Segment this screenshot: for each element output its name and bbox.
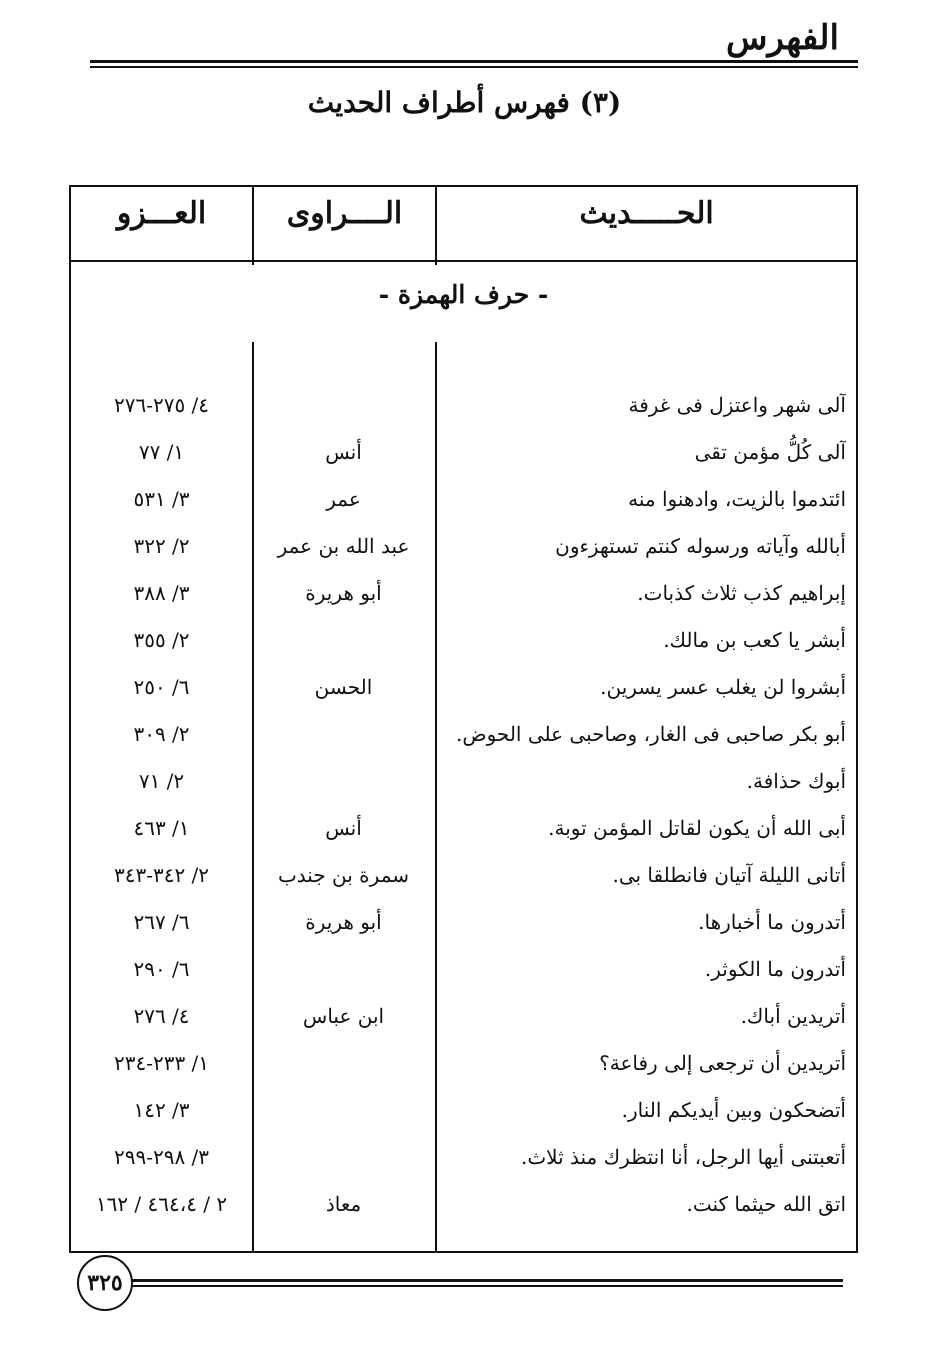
rawi-name: ابن عباس — [302, 1004, 385, 1028]
hadith-text: أتدرون ما أخبارها. — [698, 910, 846, 934]
rawi-name — [252, 1087, 435, 1134]
rawi-name — [252, 617, 435, 664]
column-header-hadith: الحـــــديث — [579, 196, 714, 231]
running-header: الفهرس — [726, 18, 839, 58]
hadith-text: أتضحكون وبين أيديكم النار. — [621, 1098, 846, 1122]
table-row — [71, 946, 856, 993]
table-row — [71, 1040, 856, 1087]
table-row — [71, 617, 856, 664]
hadith-text: أبالله وآياته ورسوله كنتم تستهزءون — [555, 534, 846, 558]
rawi-name: معاذ — [325, 1192, 362, 1216]
table-row — [71, 993, 856, 1040]
azw-reference: ٦/ ٢٦٧ — [133, 910, 190, 934]
azw-reference: ٤/ ٢٧٦ — [133, 1004, 190, 1028]
column-header-azw: العـــزو — [116, 196, 207, 231]
azw-reference: ١/ ٢٣٣-٢٣٤ — [113, 1051, 210, 1075]
rawi-name: الحسن — [314, 675, 373, 699]
table-row — [71, 429, 856, 476]
azw-reference: ٣/ ٣٨٨ — [133, 581, 190, 605]
header-row-divider — [69, 260, 858, 262]
rawi-name: سمرة بن جندب — [277, 863, 410, 887]
azw-reference: ١/ ٤٦٣ — [133, 816, 190, 840]
azw-reference: ٢/ ٧١ — [138, 769, 185, 793]
rawi-name — [252, 758, 435, 805]
table-row — [71, 805, 856, 852]
hadith-text: اتق الله حيثما كنت. — [686, 1192, 846, 1216]
azw-reference: ٣/ ١٤٢ — [133, 1098, 190, 1122]
azw-reference: ٢/ ٣٤٢-٣٤٣ — [113, 863, 210, 887]
azw-reference: ٦/ ٢٥٠ — [133, 675, 190, 699]
hadith-text: أتعبتنى أيها الرجل، أنا انتظرك منذ ثلاث. — [520, 1145, 846, 1169]
footer-rule-top — [130, 1279, 843, 1282]
header-rule-top — [90, 60, 858, 63]
azw-reference: ٢ / ٤٦٤،٤ / ١٦٢ — [95, 1192, 228, 1216]
hadith-text: أبشر يا كعب بن مالك. — [663, 628, 846, 652]
rawi-name: عمر — [326, 487, 361, 511]
section-heading: - حرف الهمزة - — [378, 280, 549, 309]
rawi-name — [252, 1040, 435, 1087]
table-row — [71, 570, 856, 617]
hadith-text: ائتدموا بالزيت، وادهنوا منه — [628, 487, 846, 511]
hadith-text: أبى الله أن يكون لقاتل المؤمن توبة. — [548, 816, 846, 840]
rawi-name — [252, 946, 435, 993]
page-number: ٣٢٥ — [77, 1255, 133, 1311]
hadith-text: أتريدين أن ترجعى إلى رفاعة؟ — [599, 1051, 846, 1075]
hadith-text: آلى كُلُّ مؤمن تقى — [694, 440, 846, 464]
table-row — [71, 758, 856, 805]
hadith-text: أبوك حذافة. — [746, 769, 846, 793]
rawi-name: أبو هريرة — [305, 581, 382, 605]
hadith-text: أتانى الليلة آتيان فانطلقا بى. — [612, 863, 846, 887]
azw-reference: ٣/ ٢٩٨-٢٩٩ — [113, 1145, 210, 1169]
rawi-name — [252, 1134, 435, 1181]
rawi-name: عبد الله بن عمر — [277, 534, 410, 558]
hadith-text: أبو بكر صاحبى فى الغار، وصاحبى على الحوض. — [456, 722, 846, 746]
table-row — [71, 664, 856, 711]
azw-reference: ٢/ ٣٥٥ — [133, 628, 190, 652]
footer-rule-bottom — [130, 1285, 843, 1287]
hadith-text: أتدرون ما الكوثر. — [704, 957, 846, 981]
azw-reference: ٦/ ٢٩٠ — [133, 957, 190, 981]
azw-reference: ٢/ ٣٢٢ — [133, 534, 190, 558]
index-title: (٣) فهرس أطراف الحديث — [307, 86, 622, 119]
azw-reference: ١/ ٧٧ — [138, 440, 185, 464]
rawi-name — [252, 382, 435, 429]
table-row — [71, 1134, 856, 1181]
column-header-rawi: الــــراوى — [286, 196, 403, 231]
header-rule-bottom — [90, 66, 858, 68]
table-row — [71, 852, 856, 899]
rawi-name — [252, 711, 435, 758]
rawi-name: أبو هريرة — [305, 910, 382, 934]
hadith-text: أتريدين أباك. — [740, 1004, 846, 1028]
table-row — [71, 1181, 856, 1228]
rawi-name: أنس — [325, 440, 362, 464]
hadith-text: أبشروا لن يغلب عسر يسرين. — [600, 675, 846, 699]
hadith-text: آلى شهر واعتزل فى غرفة — [628, 393, 846, 417]
rawi-name: أنس — [325, 816, 362, 840]
hadith-text: إبراهيم كذب ثلاث كذبات. — [637, 581, 846, 605]
table-row — [71, 1087, 856, 1134]
table-row — [71, 523, 856, 570]
table-row — [71, 711, 856, 758]
table-row — [71, 382, 856, 429]
azw-reference: ٢/ ٣٠٩ — [133, 722, 190, 746]
azw-reference: ٣/ ٥٣١ — [133, 487, 190, 511]
table-row — [71, 899, 856, 946]
azw-reference: ٤/ ٢٧٥-٢٧٦ — [113, 393, 210, 417]
table-row — [71, 476, 856, 523]
